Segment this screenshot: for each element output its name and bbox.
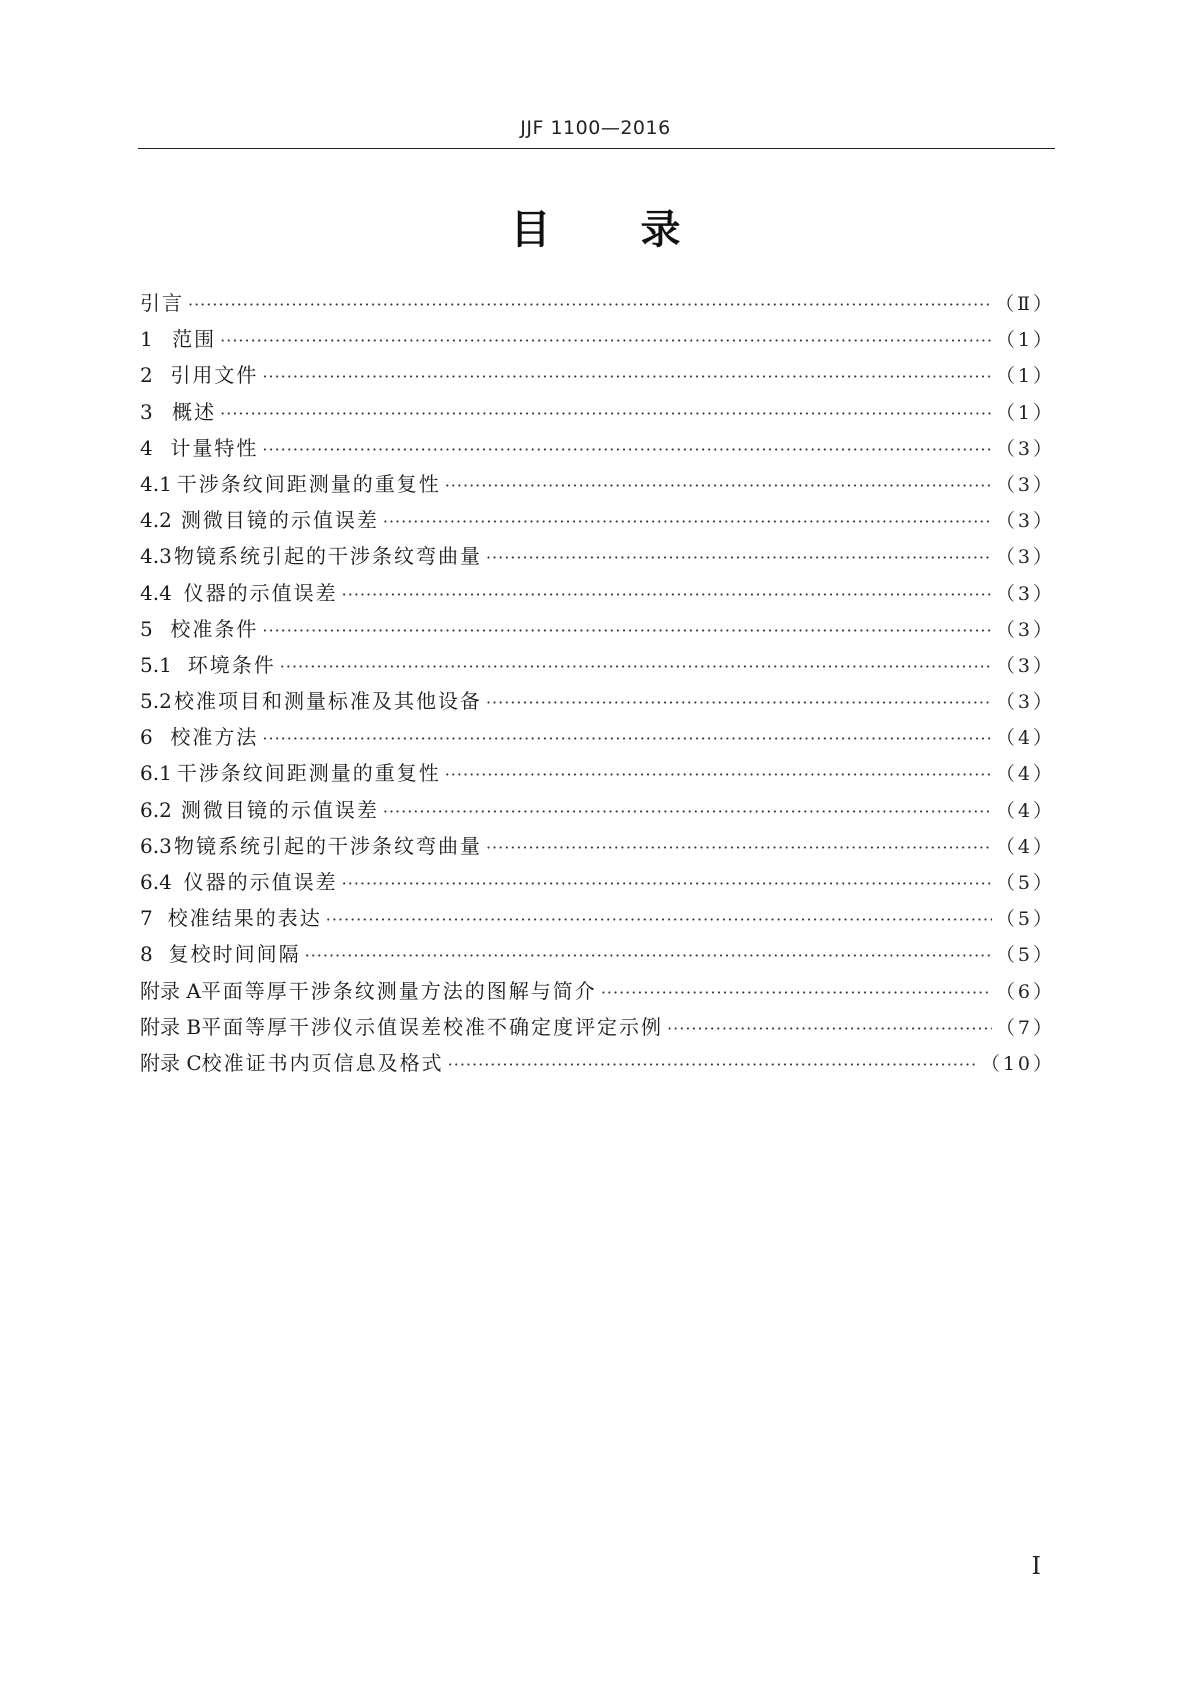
toc-entry[interactable] xyxy=(140,830,1055,866)
dot-leader xyxy=(486,838,992,857)
toc-entry-page: （10） xyxy=(980,1052,1055,1075)
toc-entry-title: 平面等厚干涉条纹测量方法的图解与简介 xyxy=(200,978,597,1003)
toc-entry[interactable] xyxy=(140,1047,1055,1083)
dot-leader xyxy=(383,512,992,531)
toc-entry-title: 干涉条纹间距测量的重复性 xyxy=(176,471,441,496)
toc-entry[interactable] xyxy=(140,359,1055,395)
toc-entry-title: 计量特性 xyxy=(170,435,259,460)
dot-leader xyxy=(342,585,992,604)
standard-code: JJF 1100—2016 xyxy=(520,117,671,139)
toc-entry[interactable] xyxy=(140,540,1055,576)
dot-leader xyxy=(445,765,992,784)
toc-entry-page: （3） xyxy=(995,618,1055,641)
toc-entry[interactable] xyxy=(140,866,1055,902)
dot-leader xyxy=(220,331,992,350)
page-number: I xyxy=(1031,1552,1041,1580)
toc-entry-title: 校准结果的表达 xyxy=(167,906,322,931)
header-divider xyxy=(138,148,1055,149)
toc-entry-page: （Ⅱ） xyxy=(995,293,1055,315)
toc-entry-number: 4 xyxy=(140,435,153,460)
toc-entry[interactable] xyxy=(140,685,1055,721)
toc-entry-title: 概述 xyxy=(172,399,217,424)
toc-entry-number: 4.4 xyxy=(140,580,172,605)
toc-entry[interactable] xyxy=(140,396,1055,432)
dot-leader xyxy=(486,693,992,712)
toc-entry-page: （1） xyxy=(995,401,1055,424)
toc-entry-title: 引言 xyxy=(140,291,184,315)
toc-entry[interactable] xyxy=(140,468,1055,504)
toc-entry-title: 环境条件 xyxy=(187,652,276,677)
toc-entry-number: 4.2 xyxy=(140,508,172,533)
toc-entry-title: 仪器的示值误差 xyxy=(183,870,338,894)
dot-leader xyxy=(188,295,991,314)
toc-entry-title: 引用文件 xyxy=(170,363,259,388)
toc-entry-number: 4.1 xyxy=(140,471,172,496)
toc-entry[interactable] xyxy=(140,323,1055,359)
toc-entry-page: （3） xyxy=(995,582,1055,605)
dot-leader xyxy=(262,729,992,748)
toc-entry-number: 6.2 xyxy=(140,797,172,822)
toc-entry-title: 校准条件 xyxy=(170,616,259,641)
toc-entry-number: 7 xyxy=(140,906,153,931)
toc-entry-page: （4） xyxy=(995,799,1055,822)
page-title xyxy=(0,198,1191,255)
toc-entry-title: 物镜系统引起的干涉条纹弯曲量 xyxy=(173,833,482,858)
toc-entry-number: 6.1 xyxy=(140,761,172,786)
toc-entry-number: 1 xyxy=(140,327,153,352)
toc-entry-page: （3） xyxy=(995,510,1055,533)
toc-entry-title: 校准方法 xyxy=(170,725,259,750)
toc-entry-number: 6.4 xyxy=(140,870,172,894)
toc-entry[interactable] xyxy=(140,757,1055,793)
toc-entry-page: （6） xyxy=(995,980,1055,1003)
toc-entry-title: 校准证书内页信息及格式 xyxy=(201,1050,444,1075)
toc-entry-number: 6.3 xyxy=(140,833,172,858)
toc-entry-title: 平面等厚干涉仪示值误差校准不确定度评定示例 xyxy=(201,1014,664,1039)
toc-entry-title: 测微目镜的示值误差 xyxy=(180,508,379,533)
toc-entry-number: 5.1 xyxy=(140,652,172,677)
toc-entry-title: 复校时间间隔 xyxy=(168,942,301,967)
toc-entry-title: 仪器的示值误差 xyxy=(183,580,338,605)
dot-leader xyxy=(448,1055,977,1074)
dot-leader xyxy=(262,440,992,459)
toc-entry-title: 物镜系统引起的干涉条纹弯曲量 xyxy=(173,544,482,569)
title-char-1: 目 xyxy=(510,207,551,253)
toc-entry[interactable] xyxy=(140,577,1055,613)
toc-entry-page: （3） xyxy=(995,473,1055,496)
toc-entry[interactable] xyxy=(140,938,1055,974)
dot-leader xyxy=(326,910,992,929)
toc-entry-page: （7） xyxy=(995,1016,1055,1039)
toc-entry-number: 2 xyxy=(140,363,153,388)
toc-entry[interactable] xyxy=(140,902,1055,938)
toc-entry-number: 8 xyxy=(140,942,153,967)
toc-entry-number: 6 xyxy=(140,725,153,750)
dot-leader xyxy=(445,476,992,495)
toc-entry[interactable] xyxy=(140,432,1055,468)
toc-entry-page: （5） xyxy=(995,872,1055,894)
dot-leader xyxy=(220,404,992,423)
toc-entry-title: 干涉条纹间距测量的重复性 xyxy=(176,761,441,786)
toc-entry-number: 4.3 xyxy=(140,544,172,569)
toc-entry-page: （5） xyxy=(995,908,1055,931)
dot-leader xyxy=(305,946,992,965)
toc-entry-page: （3） xyxy=(995,691,1055,714)
toc-entry[interactable] xyxy=(140,504,1055,540)
toc-entry[interactable] xyxy=(140,613,1055,649)
toc-entry-page: （4） xyxy=(995,763,1055,786)
dot-leader xyxy=(667,1019,992,1038)
toc-entry-page: （1） xyxy=(995,329,1055,352)
dot-leader xyxy=(342,874,992,893)
toc-entry-title: 校准项目和测量标准及其他设备 xyxy=(173,689,482,714)
toc-entry[interactable] xyxy=(140,287,1055,323)
dot-leader xyxy=(383,802,992,821)
dot-leader xyxy=(601,983,992,1002)
toc-entry-number: 3 xyxy=(140,399,153,424)
dot-leader xyxy=(262,367,992,386)
toc-entry-number: 附录 C xyxy=(140,1050,202,1075)
toc-entry[interactable] xyxy=(140,1011,1055,1047)
toc-entry-page: （3） xyxy=(995,437,1055,460)
toc-entry-page: （1） xyxy=(995,365,1055,388)
toc-entry[interactable] xyxy=(140,794,1055,830)
toc-entry-page: （4） xyxy=(995,835,1055,858)
toc-entry-number: 5 xyxy=(140,616,153,641)
toc-entry-page: （3） xyxy=(995,546,1055,569)
toc-entry[interactable] xyxy=(140,721,1055,757)
dot-leader xyxy=(262,621,992,640)
toc-entry-title: 测微目镜的示值误差 xyxy=(180,797,379,822)
toc-entry[interactable] xyxy=(140,975,1055,1011)
toc-entry-page: （3） xyxy=(995,654,1055,677)
toc-entry-title: 范围 xyxy=(172,327,217,352)
dot-leader xyxy=(280,657,992,676)
toc-entry-page: （4） xyxy=(995,727,1055,750)
toc-entry-number: 附录 B xyxy=(140,1014,202,1039)
toc-entry[interactable] xyxy=(140,649,1055,685)
toc-entry-number: 附录 A xyxy=(140,978,201,1003)
table-of-contents xyxy=(140,287,1055,1083)
toc-entry-page: （5） xyxy=(995,944,1055,967)
title-char-2: 录 xyxy=(640,207,681,253)
dot-leader xyxy=(486,548,992,567)
toc-entry-number: 5.2 xyxy=(140,689,172,714)
